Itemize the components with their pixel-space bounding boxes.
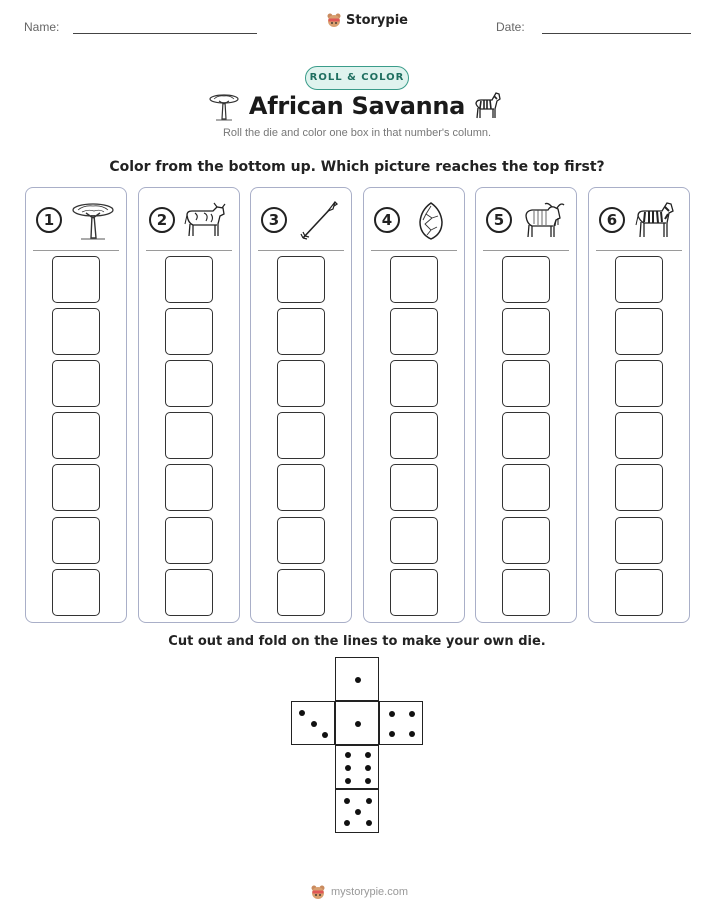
color-box[interactable] <box>390 308 438 355</box>
name-label: Name: <box>24 20 60 34</box>
column-6 <box>588 187 690 623</box>
die-pip <box>389 731 395 737</box>
color-box[interactable] <box>615 308 663 355</box>
column-divider <box>483 250 569 251</box>
color-box[interactable] <box>502 569 550 616</box>
die-pip <box>366 798 372 804</box>
color-box[interactable] <box>615 517 663 564</box>
column-5 <box>475 187 577 623</box>
die-pip <box>345 765 351 771</box>
color-box[interactable] <box>165 569 213 616</box>
die-face-1 <box>335 657 379 701</box>
color-box[interactable] <box>165 308 213 355</box>
die-pip <box>322 732 328 738</box>
die-pip <box>344 798 350 804</box>
zebra-icon <box>472 90 504 122</box>
die-face-6 <box>335 745 379 789</box>
date-label: Date: <box>496 20 525 34</box>
footer-url[interactable]: mystorypie.com <box>331 886 409 898</box>
die-pip <box>355 809 361 815</box>
column-1 <box>25 187 127 623</box>
color-box[interactable] <box>390 517 438 564</box>
die-face-5 <box>335 789 379 833</box>
footer <box>310 884 408 900</box>
column-header <box>251 188 351 252</box>
color-box[interactable] <box>52 517 100 564</box>
brand-name: Storypie <box>346 12 408 28</box>
date-line[interactable] <box>542 33 691 34</box>
brand-logo <box>326 12 408 28</box>
die-face-3 <box>291 701 335 745</box>
color-box[interactable] <box>165 464 213 511</box>
die-face-1 <box>335 701 379 745</box>
color-box[interactable] <box>277 360 325 407</box>
die-pip <box>299 710 305 716</box>
wildebeest-icon <box>520 200 566 242</box>
storypie-bear-logo-icon <box>326 12 342 28</box>
color-box[interactable] <box>165 256 213 303</box>
column-number: 5 <box>486 207 512 233</box>
storypie-bear-logo-icon <box>310 884 326 900</box>
color-box[interactable] <box>52 308 100 355</box>
die-pip <box>345 778 351 784</box>
color-box[interactable] <box>502 517 550 564</box>
color-box[interactable] <box>52 464 100 511</box>
column-number: 4 <box>374 207 400 233</box>
die-pip <box>409 711 415 717</box>
color-box[interactable] <box>277 412 325 459</box>
die-pip <box>389 711 395 717</box>
column-header <box>589 188 689 252</box>
die-pip <box>365 765 371 771</box>
color-box[interactable] <box>165 360 213 407</box>
die-pip <box>366 820 372 826</box>
color-box[interactable] <box>277 308 325 355</box>
column-header <box>364 188 464 252</box>
column-divider <box>146 250 232 251</box>
acacia-tree-icon <box>70 200 116 242</box>
die-pip <box>355 677 361 683</box>
die-instruction: Cut out and fold on the lines to make your own die. <box>168 634 546 649</box>
color-box[interactable] <box>52 256 100 303</box>
color-box[interactable] <box>277 517 325 564</box>
color-box[interactable] <box>615 464 663 511</box>
color-box[interactable] <box>502 360 550 407</box>
die-pip <box>365 752 371 758</box>
name-line[interactable] <box>73 33 257 34</box>
column-header <box>26 188 126 252</box>
color-box[interactable] <box>52 360 100 407</box>
die-pip <box>409 731 415 737</box>
stone-arrowhead-icon <box>408 200 454 242</box>
column-3 <box>250 187 352 623</box>
color-box[interactable] <box>390 256 438 303</box>
color-box[interactable] <box>502 256 550 303</box>
die-face-4 <box>379 701 423 745</box>
column-4 <box>363 187 465 623</box>
roll-color-badge: ROLL & COLOR <box>305 66 409 90</box>
column-divider <box>596 250 682 251</box>
spear-icon <box>295 200 341 242</box>
zebra-icon <box>633 200 679 242</box>
color-box[interactable] <box>165 517 213 564</box>
column-divider <box>258 250 344 251</box>
column-divider <box>33 250 119 251</box>
color-box[interactable] <box>165 412 213 459</box>
color-box[interactable] <box>277 256 325 303</box>
subtitle: Roll the die and color one box in that number's column. <box>222 127 492 139</box>
die-pip <box>365 778 371 784</box>
die-pip <box>311 721 317 727</box>
color-box[interactable] <box>615 569 663 616</box>
color-box[interactable] <box>390 464 438 511</box>
die-pip <box>345 752 351 758</box>
color-box[interactable] <box>615 360 663 407</box>
color-box[interactable] <box>615 412 663 459</box>
column-number: 2 <box>149 207 175 233</box>
column-header <box>139 188 239 252</box>
column-number: 3 <box>261 207 287 233</box>
column-divider <box>371 250 457 251</box>
instruction: Color from the bottom up. Which picture reaches the top first? <box>109 159 605 175</box>
color-box[interactable] <box>390 360 438 407</box>
die-pip <box>344 820 350 826</box>
column-number: 1 <box>36 207 62 233</box>
color-box[interactable] <box>502 412 550 459</box>
color-box[interactable] <box>52 412 100 459</box>
color-box[interactable] <box>502 308 550 355</box>
column-number: 6 <box>599 207 625 233</box>
die-pip <box>355 721 361 727</box>
column-2 <box>138 187 240 623</box>
cow-icon <box>183 200 229 242</box>
page-title: African Savanna <box>248 92 466 120</box>
color-box[interactable] <box>52 569 100 616</box>
column-header <box>476 188 576 252</box>
color-box[interactable] <box>277 569 325 616</box>
color-box[interactable] <box>502 464 550 511</box>
color-box[interactable] <box>615 256 663 303</box>
color-box[interactable] <box>390 569 438 616</box>
color-box[interactable] <box>390 412 438 459</box>
color-box[interactable] <box>277 464 325 511</box>
